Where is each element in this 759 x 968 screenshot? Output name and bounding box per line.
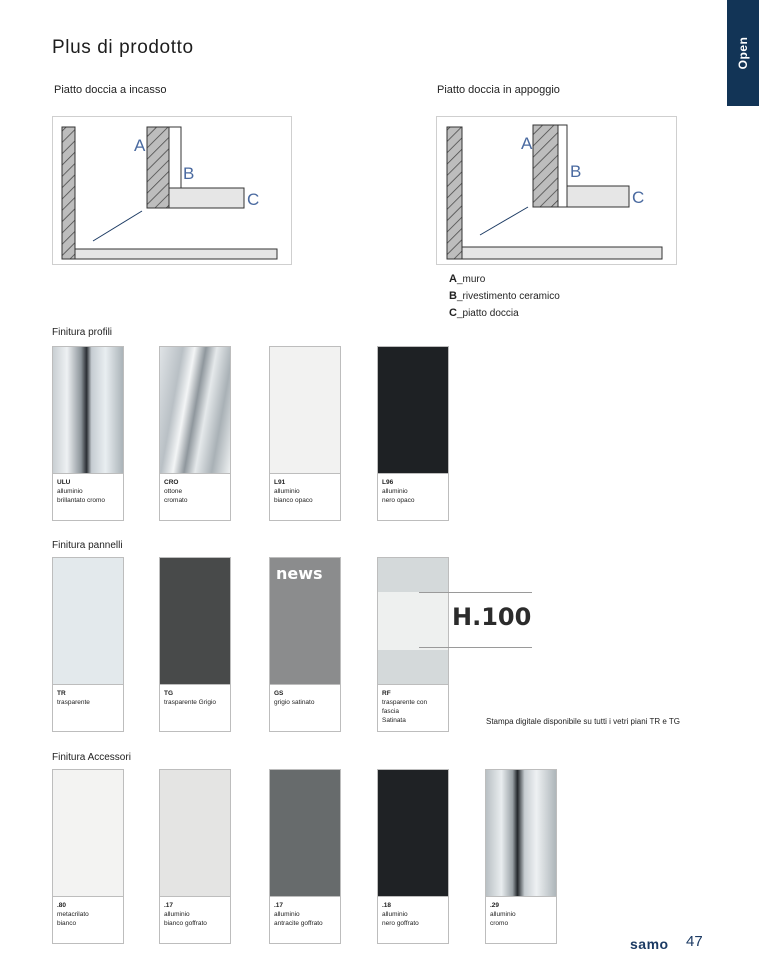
swatch-code: CRO xyxy=(164,479,179,486)
swatch-image xyxy=(378,558,448,684)
label-a: A xyxy=(134,136,146,155)
swatch-desc: antracite goffrato xyxy=(274,920,323,927)
swatch-code: .17 xyxy=(274,902,284,909)
swatch-desc: trasparente Grigio xyxy=(164,699,217,706)
label-b: B xyxy=(183,164,195,183)
swatch-image xyxy=(160,347,230,473)
swatch-image xyxy=(270,770,340,896)
label-a: A xyxy=(521,134,533,153)
diagram-left-title: Piatto doccia a incasso xyxy=(54,84,167,96)
swatch-pannelli-tr xyxy=(52,557,124,732)
swatch-desc: nero goffrato xyxy=(382,920,419,927)
section-accessori-label: Finitura Accessori xyxy=(52,752,131,763)
swatch-desc: alluminio xyxy=(164,911,190,918)
swatch-image xyxy=(270,347,340,473)
swatch-accessori-18 xyxy=(377,769,449,944)
swatch-image xyxy=(53,770,123,896)
diagram-right-title: Piatto doccia in appoggio xyxy=(437,84,560,96)
swatch-image xyxy=(378,770,448,896)
brand-logo: samo xyxy=(630,936,669,952)
swatch-code: L96 xyxy=(382,479,394,486)
swatch-pannelli-gs xyxy=(269,557,341,732)
page-title: Plus di prodotto xyxy=(52,37,194,58)
swatch-accessori-17-antracite xyxy=(269,769,341,944)
swatch-profili-cro xyxy=(159,346,231,521)
swatch-image xyxy=(160,558,230,684)
swatch-desc: alluminio xyxy=(382,488,408,495)
legend-item-b: B_rivestimento ceramico xyxy=(449,290,560,302)
diagram-appoggio xyxy=(436,116,677,265)
section-tab-label: Open xyxy=(736,36,750,70)
swatch-code: .29 xyxy=(490,902,500,909)
swatch-code: TR xyxy=(57,690,66,697)
digital-print-note: Stampa digitale disponibile su tutti i vetri piani TR e TG xyxy=(486,717,681,726)
swatch-profili-l91 xyxy=(269,346,341,521)
swatch-desc: trasparente xyxy=(57,699,90,706)
diagram-incasso xyxy=(52,116,292,265)
swatch-desc: grigio satinato xyxy=(274,699,315,706)
height-tag: H.100 xyxy=(452,603,532,631)
swatch-desc: alluminio xyxy=(274,488,300,495)
swatch-code: GS xyxy=(274,690,284,697)
swatch-profili-ulu xyxy=(52,346,124,521)
swatch-image xyxy=(270,558,340,684)
swatch-image xyxy=(53,558,123,684)
swatch-code: .17 xyxy=(164,902,174,909)
height-line-bottom xyxy=(419,647,532,648)
swatch-pannelli-rf xyxy=(377,557,449,732)
diagram-incasso-drawing xyxy=(53,117,291,264)
height-line-top xyxy=(419,592,532,593)
swatch-desc: Satinata xyxy=(382,717,406,724)
swatch-code: RF xyxy=(382,690,391,697)
swatch-desc: metacrilato xyxy=(57,911,89,918)
swatch-desc: alluminio xyxy=(57,488,83,495)
swatch-code: TG xyxy=(164,690,174,697)
swatch-desc: bianco goffrato xyxy=(164,920,207,927)
swatch-accessori-80 xyxy=(52,769,124,944)
section-tab xyxy=(727,0,759,106)
swatch-profili-l96 xyxy=(377,346,449,521)
swatch-desc: bianco opaco xyxy=(274,497,313,504)
swatch-desc: trasparente con fascia xyxy=(382,699,428,715)
swatch-desc: alluminio xyxy=(274,911,300,918)
swatch-image xyxy=(486,770,556,896)
swatch-desc: brillantato cromo xyxy=(57,497,106,504)
legend-item-c: C_piatto doccia xyxy=(449,307,519,319)
swatch-code: .80 xyxy=(57,902,67,909)
diagram-appoggio-drawing xyxy=(437,117,676,264)
swatch-desc: ottone xyxy=(164,488,183,495)
swatch-accessori-29 xyxy=(485,769,557,944)
swatch-accessori-17-bianco xyxy=(159,769,231,944)
news-badge: news xyxy=(276,564,323,583)
section-profili-label: Finitura profili xyxy=(52,327,113,338)
swatch-image xyxy=(160,770,230,896)
swatch-desc: alluminio xyxy=(490,911,516,918)
swatch-pannelli-tg xyxy=(159,557,231,732)
swatch-code: ULU xyxy=(57,479,71,486)
label-c: C xyxy=(247,190,260,209)
swatch-code: L91 xyxy=(274,479,286,486)
swatch-desc: nero opaco xyxy=(382,497,415,504)
swatch-desc: cromato xyxy=(164,497,188,504)
legend-item-a: A_muro xyxy=(449,273,486,285)
swatch-image xyxy=(378,347,448,473)
label-c: C xyxy=(632,188,645,207)
page-number: 47 xyxy=(686,933,703,950)
diagram-legend xyxy=(449,271,560,322)
swatch-desc: cromo xyxy=(490,920,509,927)
swatch-code: .18 xyxy=(382,902,392,909)
label-b: B xyxy=(570,162,582,181)
section-pannelli-label: Finitura pannelli xyxy=(52,540,123,551)
swatch-desc: alluminio xyxy=(382,911,408,918)
swatch-desc: bianco xyxy=(57,920,77,927)
swatch-image xyxy=(53,347,123,473)
